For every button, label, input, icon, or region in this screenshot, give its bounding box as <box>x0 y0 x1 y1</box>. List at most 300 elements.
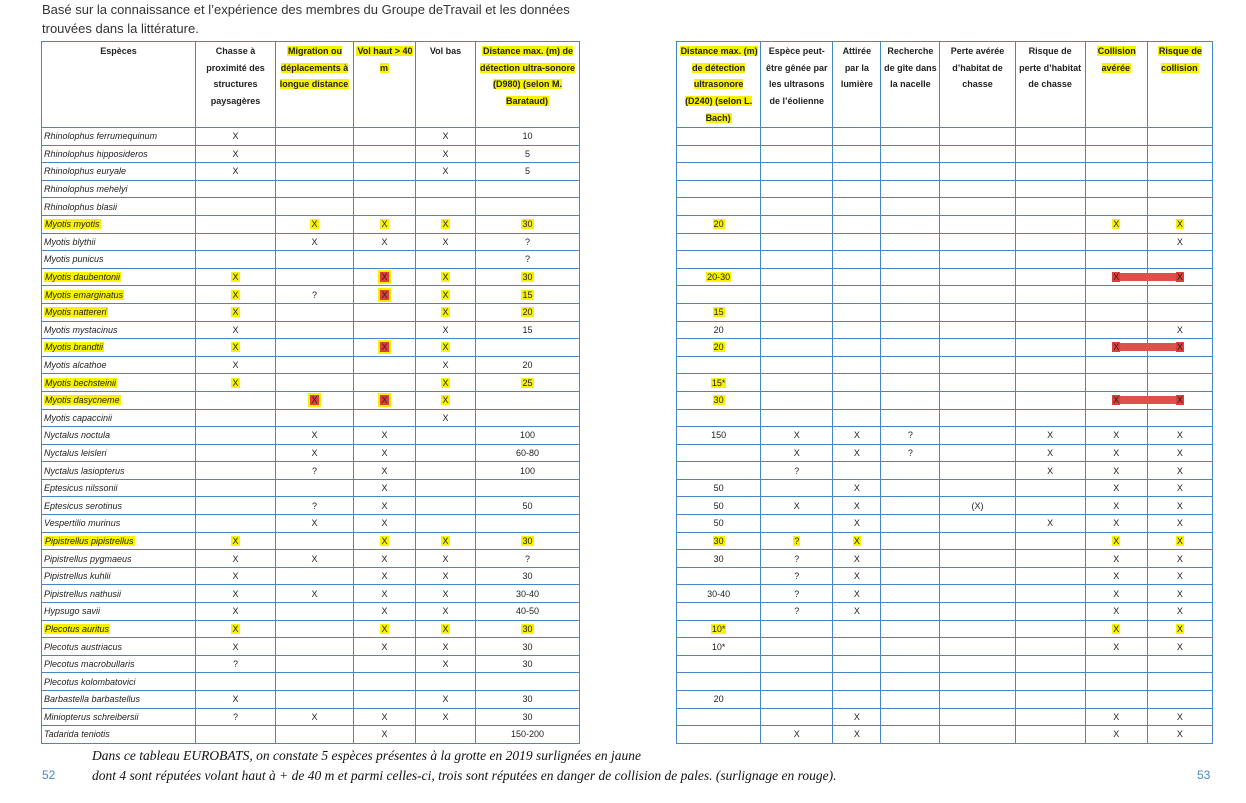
left-cell <box>476 303 580 321</box>
species-name: Pipistrellus pipistrellus <box>45 535 134 546</box>
species-name: Myotis myotis <box>45 219 100 230</box>
right-cell <box>881 515 940 533</box>
right-cell <box>940 708 1015 726</box>
table-row <box>677 180 1213 198</box>
cell-value: X <box>442 131 449 142</box>
left-cell <box>276 567 354 585</box>
cell-value: ? <box>794 465 800 476</box>
cell-value: X <box>311 219 318 230</box>
cell-value: ? <box>794 571 800 582</box>
right-cell <box>677 638 761 656</box>
left-cell <box>476 145 580 163</box>
left-cell <box>416 585 476 603</box>
table-row <box>42 532 580 550</box>
collision-red-bar <box>1112 343 1184 351</box>
cell-value: 30 <box>713 553 724 564</box>
right-cell <box>1147 497 1212 515</box>
species-name: Myotis brandtii <box>45 342 104 353</box>
right-header-label: Perte avérée d’habitat de chasse <box>950 46 1005 90</box>
left-cell <box>196 356 276 374</box>
right-header-1 <box>761 42 833 128</box>
right-cell <box>881 462 940 480</box>
table-row <box>677 163 1213 181</box>
left-cell <box>476 532 580 550</box>
species-name: Rhinolophus euryale <box>44 166 127 177</box>
right-cell <box>761 215 833 233</box>
table-row <box>42 233 580 251</box>
left-cell <box>196 233 276 251</box>
left-header-1 <box>196 42 276 128</box>
left-cell <box>354 603 416 621</box>
left-cell <box>354 163 416 181</box>
cell-value: X <box>232 289 239 300</box>
right-cell <box>881 321 940 339</box>
left-cell <box>416 638 476 656</box>
species-cell <box>42 128 196 146</box>
right-cell <box>940 532 1015 550</box>
right-cell <box>677 427 761 445</box>
cell-value: X <box>1176 535 1183 546</box>
table-row <box>677 691 1213 709</box>
footnote-line-2: dont 4 sont réputées volant haut à + de 40 m et parmi celles-ci, trois sont réputées en danger de collision de pales. (surlignage en rouge). <box>92 768 837 783</box>
right-cell <box>1015 163 1085 181</box>
right-cell <box>1015 532 1085 550</box>
cell-value: X <box>1176 395 1183 406</box>
cell-value: 10* <box>711 641 726 652</box>
species-name: Pipistrellus nathusii <box>44 588 122 599</box>
right-table <box>676 41 1213 744</box>
left-header-label: Migration ou déplacements à longue distance <box>279 46 349 90</box>
right-cell <box>881 585 940 603</box>
right-cell <box>1147 479 1212 497</box>
right-cell <box>761 532 833 550</box>
left-cell <box>276 532 354 550</box>
table-row <box>677 638 1213 656</box>
table-row <box>42 585 580 603</box>
left-cell <box>276 427 354 445</box>
right-header-2 <box>833 42 881 128</box>
cell-value: 50 <box>713 518 724 529</box>
cell-value: X <box>1176 465 1183 476</box>
right-cell <box>940 479 1015 497</box>
cell-value: X <box>232 623 239 634</box>
table-row <box>42 303 580 321</box>
cell-value: X <box>381 395 388 406</box>
left-cell <box>276 251 354 269</box>
left-cell <box>196 409 276 427</box>
right-cell <box>833 462 881 480</box>
left-cell <box>476 391 580 409</box>
right-cell <box>677 233 761 251</box>
table-row <box>42 215 580 233</box>
cell-value: X <box>793 447 800 458</box>
right-cell <box>881 603 940 621</box>
left-cell <box>416 286 476 304</box>
cell-value: X <box>381 623 388 634</box>
cell-value: X <box>232 272 239 283</box>
right-cell <box>1147 638 1212 656</box>
right-cell <box>677 268 761 286</box>
cell-value: X <box>232 377 239 388</box>
right-cell <box>1085 497 1147 515</box>
cell-value: X <box>381 272 388 283</box>
cell-value: ? <box>524 254 530 265</box>
right-cell <box>1147 215 1212 233</box>
cell-value: X <box>232 606 239 617</box>
right-cell <box>833 145 881 163</box>
left-cell <box>196 673 276 691</box>
cell-value: X <box>1113 447 1120 458</box>
left-cell <box>196 585 276 603</box>
left-cell <box>276 303 354 321</box>
right-cell <box>1147 409 1212 427</box>
cell-value: X <box>442 289 449 300</box>
cell-value: 10 <box>522 131 533 142</box>
left-cell <box>416 321 476 339</box>
species-name: Eptesicus serotinus <box>44 500 123 511</box>
right-cell <box>677 215 761 233</box>
species-name: Nyctalus noctula <box>44 430 111 441</box>
left-cell <box>196 532 276 550</box>
left-cell <box>416 462 476 480</box>
right-cell <box>1147 515 1212 533</box>
cell-value: X <box>1113 588 1120 599</box>
cell-value: X <box>1176 571 1183 582</box>
cell-value: X <box>1176 500 1183 511</box>
left-cell <box>276 128 354 146</box>
species-cell <box>42 321 196 339</box>
left-cell <box>476 479 580 497</box>
left-header-label: Chasse à proximité des structures paysagères <box>206 46 265 107</box>
right-cell <box>881 339 940 357</box>
cell-value: 30 <box>713 535 724 546</box>
cell-value: X <box>232 324 239 335</box>
right-cell <box>881 163 940 181</box>
right-cell <box>1015 198 1085 216</box>
cell-value: 25 <box>522 377 533 388</box>
table-row <box>677 374 1213 392</box>
right-header-label: Risque de collision <box>1158 46 1202 73</box>
right-header-6 <box>1085 42 1147 128</box>
cell-value: X <box>232 535 239 546</box>
left-cell <box>476 550 580 568</box>
right-cell <box>940 180 1015 198</box>
cell-value: X <box>381 606 388 617</box>
cell-value: X <box>853 430 860 441</box>
left-cell <box>354 180 416 198</box>
right-cell <box>1085 550 1147 568</box>
cell-value: X <box>311 430 318 441</box>
table-row <box>677 303 1213 321</box>
left-cell <box>416 655 476 673</box>
left-header-4 <box>416 42 476 128</box>
cell-value: X <box>311 447 318 458</box>
right-cell <box>833 286 881 304</box>
right-cell <box>677 462 761 480</box>
left-header-label: Distance max. (m) de détection ultra-sonore (D980) (selon M. Barataud) <box>479 46 575 107</box>
species-cell <box>42 550 196 568</box>
left-cell <box>354 726 416 744</box>
left-cell <box>354 479 416 497</box>
left-cell <box>476 251 580 269</box>
cell-value: ? <box>794 535 800 546</box>
right-cell <box>940 567 1015 585</box>
right-cell <box>881 444 940 462</box>
right-cell <box>677 180 761 198</box>
cell-value: X <box>381 430 388 441</box>
left-table <box>41 41 580 744</box>
left-cell <box>476 427 580 445</box>
left-cell <box>416 603 476 621</box>
table-row <box>677 444 1213 462</box>
right-cell <box>940 691 1015 709</box>
cell-value: X <box>381 588 388 599</box>
species-name: Pipistrellus pygmaeus <box>44 553 132 564</box>
right-cell <box>1085 673 1147 691</box>
right-cell <box>677 286 761 304</box>
left-cell <box>196 427 276 445</box>
right-cell <box>881 233 940 251</box>
left-cell <box>196 691 276 709</box>
right-cell <box>761 180 833 198</box>
table-row <box>677 198 1213 216</box>
left-cell <box>196 303 276 321</box>
right-cell <box>677 691 761 709</box>
cell-value: 50 <box>522 500 533 511</box>
right-cell <box>1085 145 1147 163</box>
right-cell <box>1147 321 1212 339</box>
right-cell <box>940 145 1015 163</box>
left-cell <box>476 691 580 709</box>
cell-value: X <box>1176 236 1183 247</box>
left-cell <box>416 356 476 374</box>
right-header-4 <box>940 42 1015 128</box>
right-cell <box>761 251 833 269</box>
right-cell <box>761 708 833 726</box>
right-cell <box>1147 427 1212 445</box>
cell-value: 15 <box>522 289 533 300</box>
left-cell <box>276 356 354 374</box>
intro-text: Basé sur la connaissance et l’expérience des membres du Groupe deTravail et les données trouvées dans la littérature. <box>42 2 570 36</box>
right-cell <box>833 567 881 585</box>
left-cell <box>196 726 276 744</box>
right-cell <box>833 479 881 497</box>
cell-value: ? <box>524 236 530 247</box>
table-row <box>677 550 1213 568</box>
left-cell <box>416 163 476 181</box>
cell-value: X <box>232 166 239 177</box>
left-cell <box>196 550 276 568</box>
species-name: Rhinolophus ferrumequinum <box>44 131 158 142</box>
right-cell <box>833 603 881 621</box>
cell-value: X <box>381 553 388 564</box>
cell-value: 5 <box>524 148 530 159</box>
left-cell <box>196 603 276 621</box>
right-cell <box>761 356 833 374</box>
table-row <box>42 268 580 286</box>
left-cell <box>476 462 580 480</box>
left-cell <box>416 620 476 638</box>
right-header-label: Espèce peut-être gênée par les ultrasons de l’éolienne <box>765 46 828 107</box>
right-cell <box>881 145 940 163</box>
cell-value: X <box>442 412 449 423</box>
left-cell <box>416 427 476 445</box>
right-cell <box>761 374 833 392</box>
right-cell <box>1015 515 1085 533</box>
left-cell <box>276 321 354 339</box>
cell-value: X <box>442 219 449 230</box>
species-cell <box>42 180 196 198</box>
right-cell <box>940 268 1015 286</box>
right-cell <box>940 356 1015 374</box>
left-cell <box>196 444 276 462</box>
species-cell <box>42 691 196 709</box>
right-cell <box>761 550 833 568</box>
right-cell <box>833 620 881 638</box>
cell-value: X <box>793 430 800 441</box>
right-cell <box>761 198 833 216</box>
right-cell <box>1147 550 1212 568</box>
table-row <box>42 198 580 216</box>
collision-red-bar <box>1112 273 1184 281</box>
right-cell <box>761 726 833 744</box>
species-cell <box>42 391 196 409</box>
species-name: Myotis capaccinii <box>44 412 113 423</box>
cell-value: X <box>311 395 318 406</box>
right-cell <box>761 303 833 321</box>
table-row <box>677 128 1213 146</box>
cell-value: X <box>1176 588 1183 599</box>
left-header-3 <box>354 42 416 128</box>
table-row <box>42 620 580 638</box>
left-header-2 <box>276 42 354 128</box>
species-cell <box>42 532 196 550</box>
right-cell <box>761 391 833 409</box>
species-name: Myotis punicus <box>44 254 104 265</box>
cell-value: X <box>853 518 860 529</box>
right-cell <box>1015 321 1085 339</box>
right-cell <box>881 391 940 409</box>
cell-value: X <box>853 483 860 494</box>
right-cell <box>761 427 833 445</box>
cell-value: X <box>1113 518 1120 529</box>
cell-value: X <box>1113 342 1120 353</box>
left-cell <box>476 708 580 726</box>
cell-value: X <box>793 729 800 740</box>
right-header-3 <box>881 42 940 128</box>
cell-value: X <box>442 395 449 406</box>
right-cell <box>677 444 761 462</box>
cell-value: X <box>1113 535 1120 546</box>
right-cell <box>761 163 833 181</box>
cell-value: X <box>1113 641 1120 652</box>
page-number-right: 53 <box>1197 768 1211 782</box>
cell-value: X <box>232 641 239 652</box>
table-row <box>42 145 580 163</box>
left-cell <box>416 444 476 462</box>
right-cell <box>940 286 1015 304</box>
cell-value: X <box>1113 571 1120 582</box>
species-cell <box>42 585 196 603</box>
left-cell <box>196 145 276 163</box>
right-cell <box>940 462 1015 480</box>
right-cell <box>940 638 1015 656</box>
cell-value: X <box>232 694 239 705</box>
right-cell <box>833 444 881 462</box>
species-name: Tadarida teniotis <box>44 729 110 740</box>
species-cell <box>42 638 196 656</box>
left-cell <box>196 268 276 286</box>
cell-value: X <box>442 623 449 634</box>
left-cell <box>476 585 580 603</box>
cell-value: X <box>232 342 239 353</box>
right-cell <box>833 180 881 198</box>
table-row <box>677 251 1213 269</box>
table-row <box>42 163 580 181</box>
right-cell <box>1147 286 1212 304</box>
cell-value: X <box>853 588 860 599</box>
right-cell <box>1147 567 1212 585</box>
cell-value: 30 <box>522 535 533 546</box>
right-cell <box>881 409 940 427</box>
right-cell <box>1147 726 1212 744</box>
right-cell <box>677 726 761 744</box>
species-cell <box>42 198 196 216</box>
right-cell <box>881 726 940 744</box>
left-cell <box>276 163 354 181</box>
table-row <box>42 444 580 462</box>
cell-value: X <box>381 729 388 740</box>
cell-value: 100 <box>519 465 536 476</box>
left-cell <box>416 691 476 709</box>
cell-value: X <box>442 307 449 318</box>
cell-value: 20 <box>713 342 724 353</box>
table-row <box>42 427 580 445</box>
left-cell <box>276 391 354 409</box>
cell-value: X <box>381 219 388 230</box>
right-cell <box>677 128 761 146</box>
table-row <box>42 638 580 656</box>
species-cell <box>42 268 196 286</box>
right-cell <box>1015 356 1085 374</box>
right-cell <box>1085 708 1147 726</box>
left-cell <box>416 180 476 198</box>
cell-value: 15 <box>713 307 724 318</box>
right-cell <box>677 603 761 621</box>
table-row <box>677 409 1213 427</box>
right-cell <box>1147 198 1212 216</box>
table-row <box>42 462 580 480</box>
left-cell <box>276 550 354 568</box>
right-cell <box>881 673 940 691</box>
right-cell <box>1085 655 1147 673</box>
species-name: Barbastella barbastellus <box>44 694 141 705</box>
cell-value: X <box>232 148 239 159</box>
cell-value: X <box>1047 447 1054 458</box>
cell-value: X <box>442 535 449 546</box>
species-name: Nyctalus leisleri <box>44 447 107 458</box>
table-row <box>42 726 580 744</box>
left-cell <box>416 374 476 392</box>
left-cell <box>476 215 580 233</box>
table-row <box>42 673 580 691</box>
right-cell <box>1147 145 1212 163</box>
cell-value: X <box>1176 711 1183 722</box>
left-cell <box>354 655 416 673</box>
left-cell <box>276 339 354 357</box>
cell-value: ? <box>794 553 800 564</box>
species-name: Plecotus auritus <box>45 623 110 634</box>
